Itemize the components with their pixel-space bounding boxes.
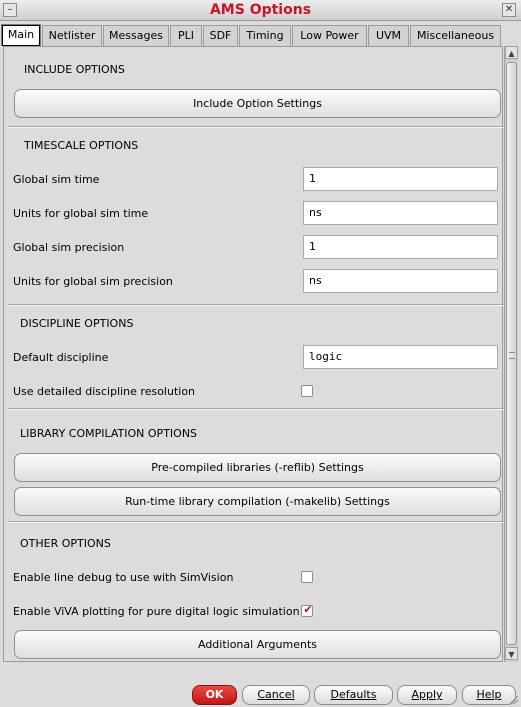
scroll-thumb[interactable] — [506, 62, 517, 645]
window-menu-icon[interactable]: – — [3, 3, 17, 17]
separator — [8, 304, 505, 306]
units-global-sim-time-label: Units for global sim time — [13, 207, 149, 220]
detailed-discipline-resolution-checkbox[interactable] — [301, 385, 313, 397]
timescale-options-header: TIMESCALE OPTIONS — [24, 139, 139, 152]
tab-miscellaneous[interactable]: Miscellaneous — [410, 25, 501, 46]
defaults-button-label: Defaults — [330, 688, 377, 701]
viva-plotting-checkbox[interactable] — [301, 605, 313, 617]
cancel-button-label: Cancel — [257, 688, 295, 701]
title-bar — [0, 0, 521, 21]
resize-grip-icon[interactable] — [507, 693, 519, 705]
discipline-options-header: DISCIPLINE OPTIONS — [20, 317, 134, 330]
apply-button-label: Apply — [411, 688, 443, 701]
default-discipline-label: Default discipline — [13, 351, 109, 364]
ok-button-label: OK — [205, 688, 224, 701]
vertical-scrollbar[interactable] — [504, 46, 518, 662]
tab-messages[interactable]: Messages — [103, 25, 169, 46]
reflib-settings-button[interactable]: Pre-compiled libraries (-reflib) Settings — [14, 453, 501, 482]
library-compilation-options-header: LIBRARY COMPILATION OPTIONS — [20, 427, 198, 440]
grip-icon — [509, 352, 515, 359]
line-debug-label: Enable line debug to use with SimVision — [13, 571, 234, 584]
units-global-sim-precision-label: Units for global sim precision — [13, 275, 173, 288]
close-icon[interactable]: ✕ — [502, 3, 516, 17]
main-panel — [3, 46, 503, 662]
default-discipline-field[interactable]: logic — [303, 345, 498, 369]
additional-arguments-button[interactable]: Additional Arguments — [14, 630, 501, 659]
tab-uvm[interactable]: UVM — [368, 25, 409, 46]
tab-main[interactable]: Main — [1, 24, 41, 46]
tab-low-power[interactable]: Low Power — [292, 25, 367, 46]
viva-plotting-label: Enable ViVA plotting for pure digital logic simulation — [13, 605, 300, 618]
window-title: AMS Options — [209, 2, 312, 18]
line-debug-checkbox[interactable] — [301, 571, 313, 583]
makelib-settings-button[interactable]: Run-time library compilation (-makelib) Settings — [14, 487, 501, 516]
other-options-header: OTHER OPTIONS — [20, 537, 111, 550]
cancel-button[interactable] — [242, 685, 310, 705]
tab-netlister[interactable]: Netlister — [42, 25, 102, 46]
scroll-up-icon[interactable]: ▲ — [505, 46, 518, 59]
include-option-settings-button[interactable]: Include Option Settings — [14, 89, 501, 118]
detailed-discipline-resolution-label: Use detailed discipline resolution — [13, 385, 196, 398]
separator — [8, 126, 505, 128]
tab-bar — [0, 25, 521, 46]
tab-sdf[interactable]: SDF — [203, 25, 238, 46]
global-sim-time-field[interactable]: 1 — [303, 167, 498, 191]
include-options-header: INCLUDE OPTIONS — [24, 63, 125, 76]
separator — [8, 408, 505, 410]
checkmark-icon: ✔ — [303, 603, 313, 616]
tab-pli[interactable]: PLI — [170, 25, 202, 46]
ok-button[interactable] — [192, 685, 237, 705]
global-sim-precision-field[interactable]: 1 — [303, 235, 498, 259]
units-global-sim-time-field[interactable]: ns — [303, 201, 498, 225]
units-global-sim-precision-field[interactable]: ns — [303, 269, 498, 293]
global-sim-precision-label: Global sim precision — [13, 241, 125, 254]
global-sim-time-label: Global sim time — [13, 173, 100, 186]
separator — [8, 521, 505, 523]
tab-timing[interactable]: Timing — [239, 25, 291, 46]
scroll-down-icon[interactable]: ▼ — [505, 647, 518, 660]
defaults-button[interactable] — [314, 685, 393, 705]
apply-button[interactable] — [397, 685, 457, 705]
help-button-label: Help — [476, 688, 502, 701]
